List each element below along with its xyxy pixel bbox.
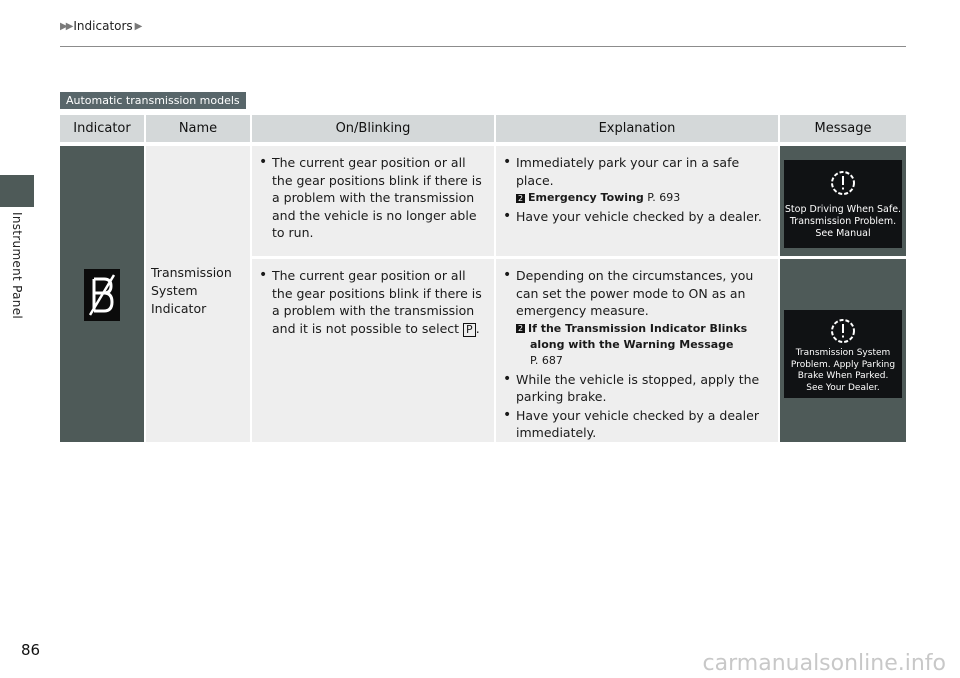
message-line: Transmission Problem. [789, 216, 897, 227]
row1-explanation [496, 146, 778, 256]
row2-message-screen [784, 310, 902, 398]
warning-gear-icon [828, 316, 858, 346]
row1-cross-reference[interactable] [500, 190, 772, 206]
page-number: 86 [21, 641, 41, 659]
ref-title: If the Transmission Indicator Blinks along with the Warning Message [528, 321, 748, 351]
row2-explanation-bullet: • Have your vehicle checked by a dealer immediately. [500, 407, 772, 442]
row2-on-blinking-after: . [475, 320, 480, 336]
row1-message-cell [780, 146, 906, 256]
chapter-tab [0, 175, 34, 207]
indicator-cell [60, 146, 144, 442]
reference-arrow-icon: 2 [517, 324, 524, 333]
row2-explanation-bullet: • While the vehicle is stopped, apply the parking brake. [500, 371, 772, 406]
row1-on-blinking-text: • The current gear position or all the gear positions blink if there is a problem with the transmission and the vehicle is no longer able to run. [256, 154, 488, 242]
breadcrumb-arrow-icon: ▶▶ [60, 20, 72, 32]
chapter-label: Instrument Panel [10, 212, 24, 320]
header-indicator: Indicator [60, 115, 144, 142]
message-line: Stop Driving When Safe. [784, 204, 902, 215]
header-name: Name [146, 115, 250, 142]
row2-on-blinking-text [256, 267, 488, 337]
ref-page: P. 693 [647, 191, 681, 204]
row2-on-blinking [252, 259, 494, 442]
row1-message-screen [784, 160, 902, 248]
reference-arrow-icon: 2 [517, 193, 524, 203]
watermark: carmanualsonline.info [702, 651, 946, 676]
name-cell: Transmission System Indicator [146, 146, 250, 442]
row1-explanation-bullet: • Immediately park your car in a safe place. [500, 154, 772, 189]
message-line: Transmission System [795, 348, 891, 358]
row1-explanation-bullet: • Have your vehicle checked by a dealer. [500, 208, 772, 226]
row1-on-blinking [252, 146, 494, 256]
ref-page: P. 687 [530, 353, 563, 367]
header-on-blinking: On/Blinking [252, 115, 494, 142]
message-line: See Your Dealer. [806, 382, 880, 393]
row2-explanation-bullet: • Depending on the circumstances, you can set the power mode to ON as an emergency measure. [500, 267, 772, 320]
warning-gear-icon [828, 168, 858, 198]
message-line: Brake When Parked. [797, 371, 889, 381]
header-rule [60, 46, 906, 47]
header-message: Message [780, 115, 906, 142]
park-key-symbol: P [463, 323, 476, 337]
message-line: See Manual [815, 228, 871, 239]
header-explanation: Explanation [496, 115, 778, 142]
row2-explanation [496, 259, 778, 442]
ref-title: Emergency Towing [528, 191, 644, 204]
row2-cross-reference[interactable] [500, 321, 772, 369]
model-tag: Automatic transmission models [60, 92, 246, 109]
breadcrumb-arrow-icon: ▶ [134, 20, 141, 32]
breadcrumb [60, 19, 140, 33]
transmission-indicator-icon [84, 269, 120, 321]
row2-message-cell [780, 259, 906, 442]
message-line: Problem. Apply Parking [790, 359, 896, 370]
breadcrumb-section[interactable]: Indicators [73, 19, 133, 33]
row2-on-blinking-before: The current gear position or all the gear positions blink if there is a problem with the transmission and it is not possible to select [272, 268, 482, 336]
